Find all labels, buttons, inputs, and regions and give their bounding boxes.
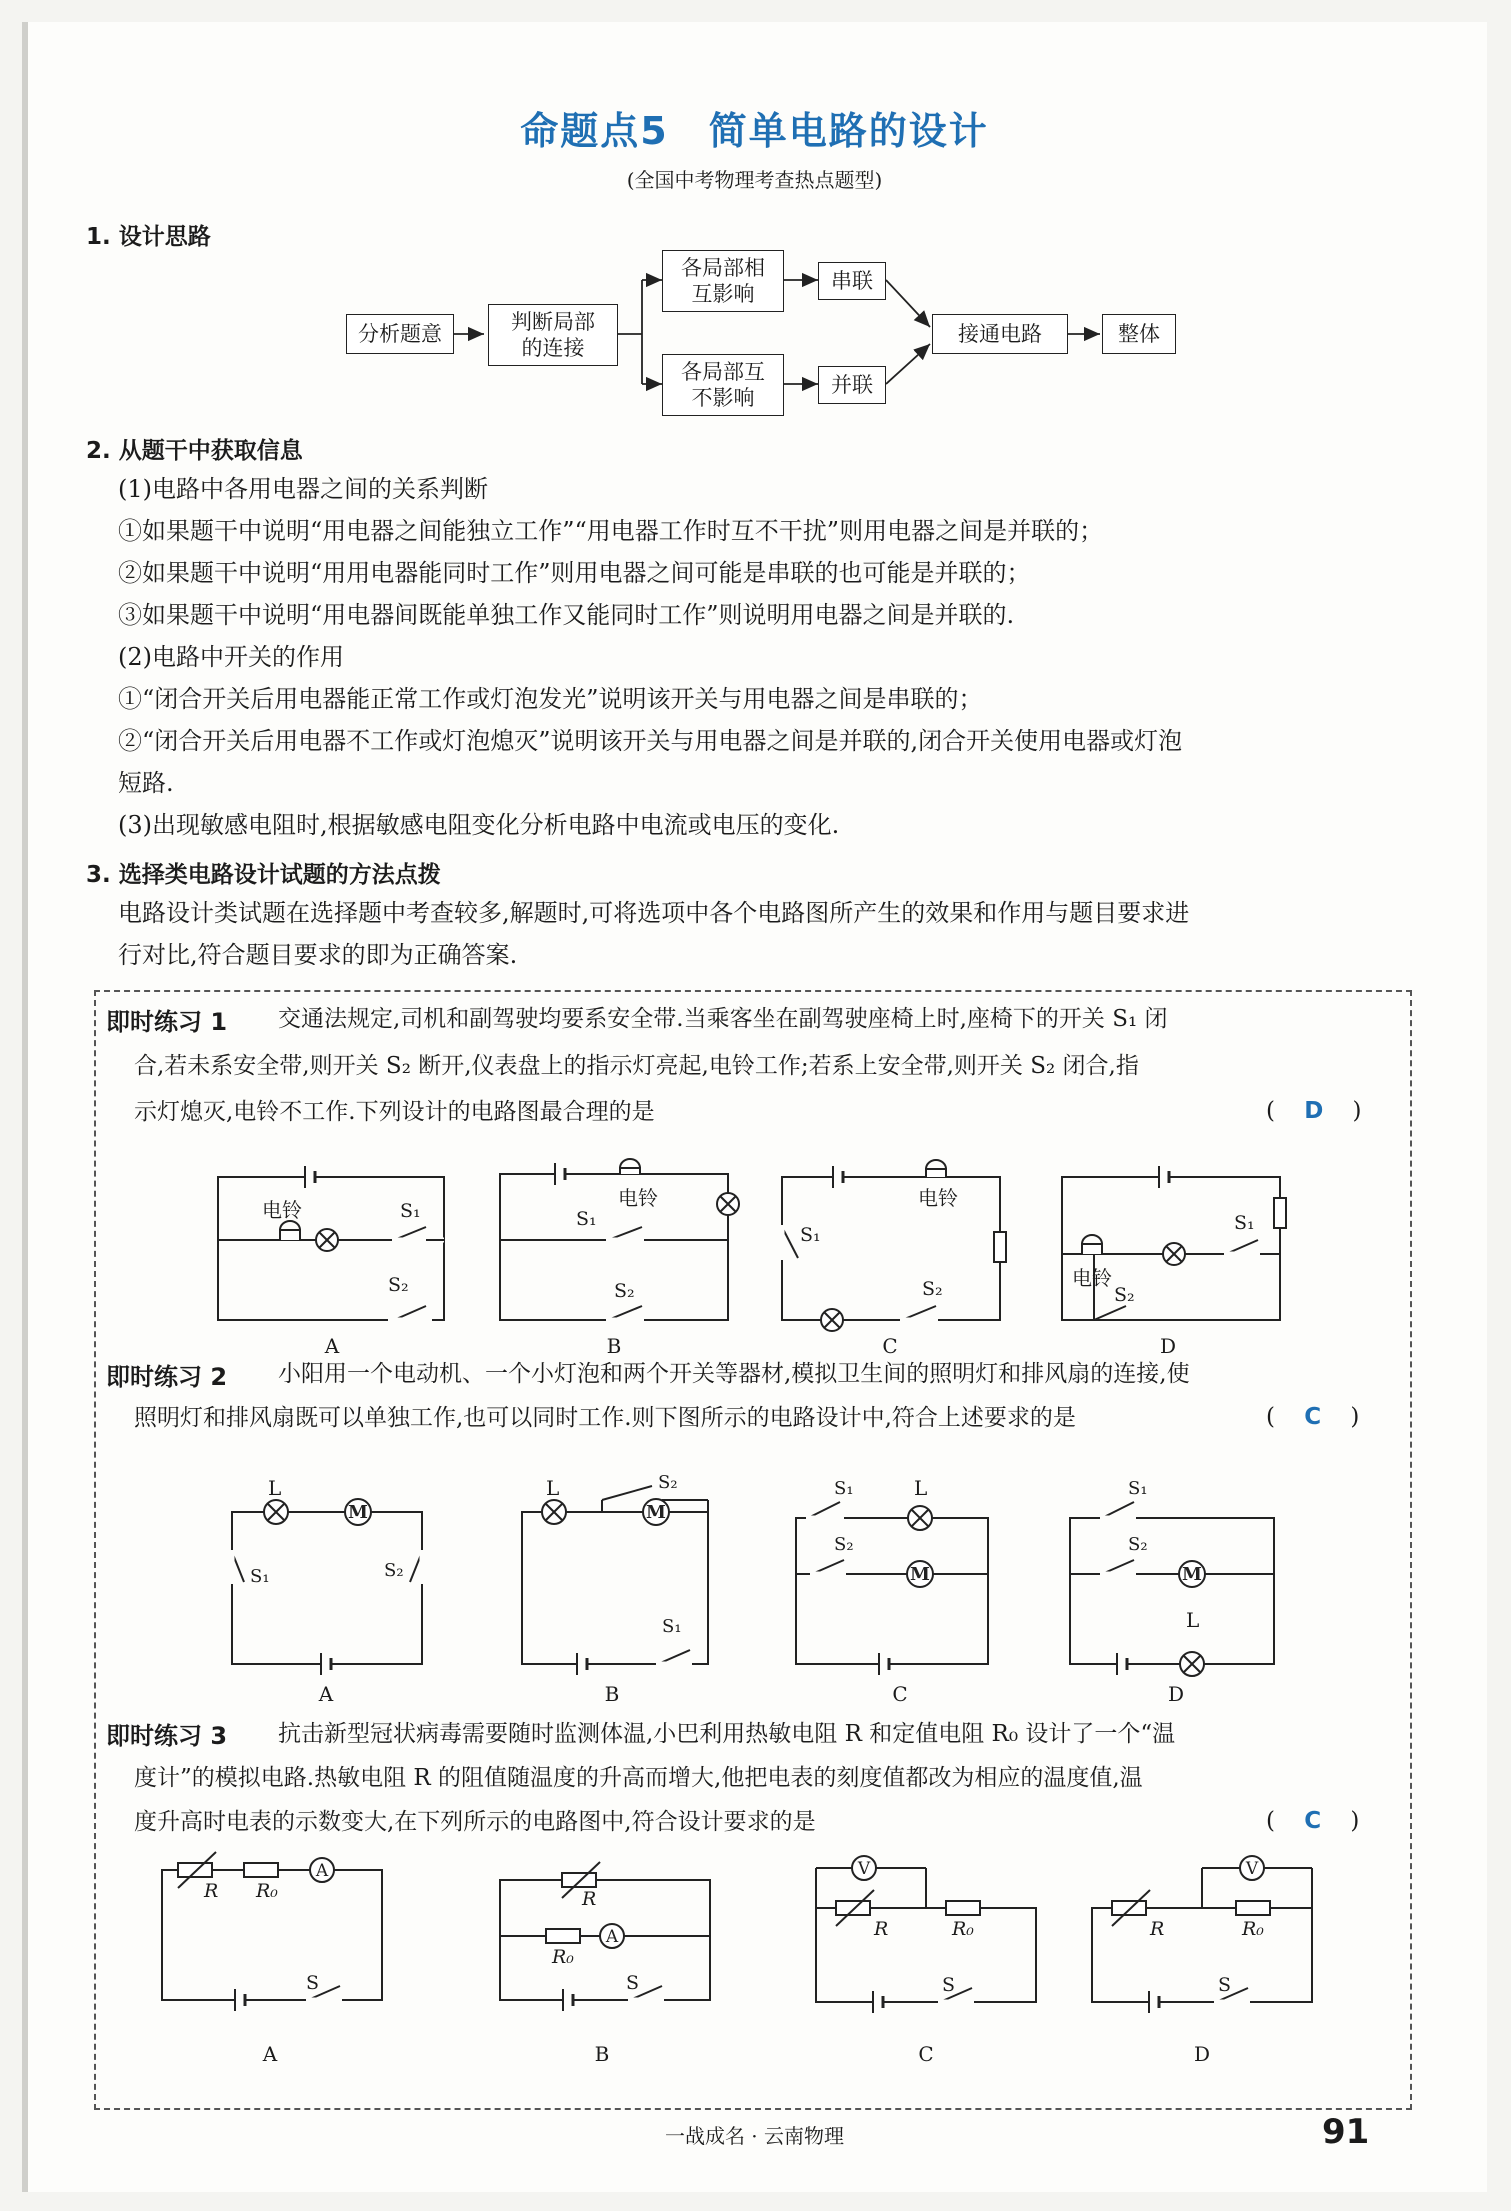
flow-box-analyze: 分析题意 bbox=[346, 314, 454, 354]
ex2-a-lamp-label: L bbox=[268, 1476, 282, 1500]
exercise1-answer: D bbox=[1304, 1098, 1324, 1124]
ex3-c-r-label: R bbox=[874, 1918, 889, 1940]
ex2-option-d: D bbox=[1167, 1682, 1185, 1706]
page-subtitle: (全国中考物理考查热点题型) bbox=[626, 168, 883, 192]
exercise1-line: 示灯熄灭,电铃不工作.下列设计的电路图最合理的是 bbox=[134, 1099, 655, 1125]
section2-line: 短路. bbox=[118, 769, 174, 797]
ex1-a-bell-label: 电铃 bbox=[262, 1198, 302, 1222]
exercise3-line: 度升高时电表的示数变大,在下列所示的电路图中,符合设计要求的是 bbox=[134, 1809, 816, 1835]
page-number: 91 bbox=[1322, 2112, 1370, 2152]
exercise2-answer-bracket: ( C ) bbox=[1266, 1404, 1360, 1430]
ex1-option-d: D bbox=[1159, 1334, 1177, 1358]
page bbox=[22, 22, 1487, 2192]
ex3-c-voltmeter-label: V bbox=[857, 1859, 871, 1879]
ex3-d-voltmeter-label: V bbox=[1245, 1859, 1259, 1879]
exercise1-label: 即时练习 1 bbox=[106, 1008, 228, 1036]
ex2-d-motor-label: M bbox=[1182, 1564, 1202, 1585]
flow-box-parallel: 并联 bbox=[818, 366, 886, 404]
section2-line: ①“闭合开关后用电器能正常工作或灯泡发光”说明该开关与用电器之间是串联的； bbox=[118, 685, 983, 713]
ex3-c-r0-label: R₀ bbox=[952, 1918, 974, 1940]
ex1-a-s2-label: S₂ bbox=[388, 1274, 409, 1296]
ex1-b-s2-label: S₂ bbox=[614, 1280, 635, 1302]
ex2-c-motor-label: M bbox=[910, 1564, 930, 1585]
section2-line: (2)电路中开关的作用 bbox=[118, 643, 344, 671]
flow-box-judge-line2: 的连接 bbox=[521, 336, 585, 360]
section3-line: 电路设计类试题在选择题中考查较多,解题时,可将选项中各个电路图所产生的效果和作用与题目要求进 bbox=[118, 899, 1190, 927]
flow-box-series: 串联 bbox=[818, 262, 886, 300]
ex3-circuit-a bbox=[162, 1852, 382, 2011]
exercise1-line: 交通法规定,司机和副驾驶均要系安全带.当乘客坐在副驾驶座椅上时,座椅下的开关 S₁ 闭 bbox=[278, 1006, 1168, 1032]
ex3-a-r0-label: R₀ bbox=[256, 1880, 278, 1902]
ex3-a-r-label: R bbox=[204, 1880, 219, 1902]
exercise2-answer: C bbox=[1304, 1404, 1322, 1430]
ex2-a-s2-label: S₂ bbox=[384, 1560, 404, 1581]
exercise3-line: 抗击新型冠状病毒需要随时监测体温,小巴利用热敏电阻 R 和定值电阻 R₀ 设计了一个“温 bbox=[278, 1721, 1176, 1747]
exercise3-line: 度计”的模拟电路.热敏电阻 R 的阻值随温度的升高而增大,他把电表的刻度值都改为相应的温度值,温 bbox=[134, 1765, 1143, 1791]
ex3-option-a: A bbox=[262, 2042, 278, 2066]
ex1-d-s1-label: S₁ bbox=[1234, 1212, 1255, 1234]
section1-heading: 1. 设计思路 bbox=[86, 224, 211, 250]
exercise3-answer-bracket: ( C ) bbox=[1266, 1808, 1360, 1834]
ex3-c-s-label: S bbox=[942, 1974, 956, 1996]
ex3-option-c: C bbox=[918, 2042, 934, 2066]
ex1-option-b: B bbox=[606, 1334, 622, 1358]
flow-box-independent-line1: 各局部互 bbox=[681, 360, 765, 384]
ex2-d-lamp-label: L bbox=[1186, 1608, 1200, 1632]
ex3-option-b: B bbox=[594, 2042, 610, 2066]
ex2-c-s2-label: S₂ bbox=[834, 1534, 854, 1555]
ex3-d-r0-label: R₀ bbox=[1242, 1918, 1264, 1940]
ex2-b-s2-label: S₂ bbox=[658, 1472, 678, 1493]
page-title: 命题点5 简单电路的设计 bbox=[520, 109, 989, 153]
ex1-option-a: A bbox=[324, 1334, 340, 1358]
exercise2-line: 照明灯和排风扇既可以单独工作,也可以同时工作.则下图所示的电路设计中,符合上述要求的是 bbox=[134, 1405, 1076, 1431]
ex2-a-s1-label: S₁ bbox=[250, 1566, 270, 1587]
ex1-d-s2-label: S₂ bbox=[1114, 1284, 1135, 1306]
section2-line: (3)出现敏感电阻时,根据敏感电阻变化分析电路中电流或电压的变化. bbox=[118, 811, 840, 839]
section3-heading: 3. 选择类电路设计试题的方法点拨 bbox=[86, 862, 441, 888]
exercise1-answer-bracket: ( D ) bbox=[1266, 1098, 1362, 1124]
footer-book-title: 一战成名 · 云南物理 bbox=[664, 2124, 845, 2148]
flow-box-affect-line1: 各局部相 bbox=[681, 256, 765, 280]
ex3-circuit-c bbox=[816, 1856, 1036, 2013]
exercise3-answer: C bbox=[1304, 1808, 1322, 1834]
ex2-d-s1-label: S₁ bbox=[1128, 1478, 1148, 1499]
ex2-d-s2-label: S₂ bbox=[1128, 1534, 1148, 1555]
flow-box-affect-line2: 互影响 bbox=[691, 282, 755, 306]
ex3-circuit-d bbox=[1092, 1856, 1312, 2013]
ex2-b-lamp-label: L bbox=[546, 1476, 560, 1500]
ex2-c-s1-label: S₁ bbox=[834, 1478, 854, 1499]
ex3-d-r-label: R bbox=[1150, 1918, 1165, 1940]
section3-line: 行对比,符合题目要求的即为正确答案. bbox=[118, 941, 518, 969]
ex1-b-s1-label: S₁ bbox=[576, 1208, 597, 1230]
section2-line: ②如果题干中说明“用用电器能同时工作”则用电器之间可能是串联的也可能是并联的； bbox=[118, 559, 1031, 587]
ex1-c-s2-label: S₂ bbox=[922, 1278, 943, 1300]
exercise3-circuits bbox=[22, 22, 1487, 2192]
flow-box-judge-line1: 判断局部 bbox=[511, 310, 595, 334]
ex3-b-r0-label: R₀ bbox=[552, 1946, 574, 1968]
section2-line: (1)电路中各用电器之间的关系判断 bbox=[118, 475, 488, 503]
section2-line: ③如果题干中说明“用电器间既能单独工作又能同时工作”则说明用电器之间是并联的. bbox=[118, 601, 1015, 629]
ex2-c-lamp-label: L bbox=[914, 1476, 928, 1500]
ex3-option-d: D bbox=[1193, 2042, 1211, 2066]
flow-box-whole: 整体 bbox=[1102, 314, 1176, 354]
exercise2-label: 即时练习 2 bbox=[106, 1363, 228, 1391]
section2-line: ②“闭合开关后用电器不工作或灯泡熄灭”说明该开关与用电器之间是并联的,闭合开关使用电器或灯泡 bbox=[118, 727, 1183, 755]
ex1-d-bell-label: 电铃 bbox=[1072, 1266, 1112, 1290]
exercise1-line: 合,若未系安全带,则开关 S₂ 断开,仪表盘上的指示灯亮起,电铃工作;若系上安全带,则开关 S₂ 闭合,指 bbox=[134, 1053, 1139, 1079]
ex1-c-s1-label: S₁ bbox=[800, 1224, 821, 1246]
ex2-option-c: C bbox=[892, 1682, 908, 1706]
exercise3-label: 即时练习 3 bbox=[106, 1722, 228, 1750]
ex3-d-s-label: S bbox=[1218, 1974, 1232, 1996]
ex3-a-s-label: S bbox=[306, 1972, 320, 1994]
section2-line: ①如果题干中说明“用电器之间能独立工作”“用电器工作时互不干扰”则用电器之间是并联的； bbox=[118, 517, 1104, 545]
exercise2-line: 小阳用一个电动机、一个小灯泡和两个开关等器材,模拟卫生间的照明灯和排风扇的连接,使 bbox=[278, 1361, 1190, 1387]
section2-heading: 2. 从题干中获取信息 bbox=[86, 438, 303, 464]
ex3-b-r-label: R bbox=[582, 1888, 597, 1910]
ex3-a-ammeter-label: A bbox=[315, 1861, 329, 1881]
ex2-option-b: B bbox=[604, 1682, 620, 1706]
ex2-b-motor-label: M bbox=[646, 1502, 666, 1523]
flow-box-connect: 接通电路 bbox=[932, 314, 1068, 354]
ex1-c-bell-label: 电铃 bbox=[918, 1186, 958, 1210]
ex2-b-s1-label: S₁ bbox=[662, 1616, 682, 1637]
ex1-b-bell-label: 电铃 bbox=[618, 1186, 658, 1210]
ex3-b-s-label: S bbox=[626, 1972, 640, 1994]
ex2-option-a: A bbox=[318, 1682, 334, 1706]
ex2-a-motor-label: M bbox=[348, 1502, 368, 1523]
ex1-option-c: C bbox=[882, 1334, 898, 1358]
flow-box-independent-line2: 不影响 bbox=[691, 386, 755, 410]
ex1-a-s1-label: S₁ bbox=[400, 1200, 421, 1222]
ex3-b-ammeter-label: A bbox=[605, 1927, 619, 1947]
